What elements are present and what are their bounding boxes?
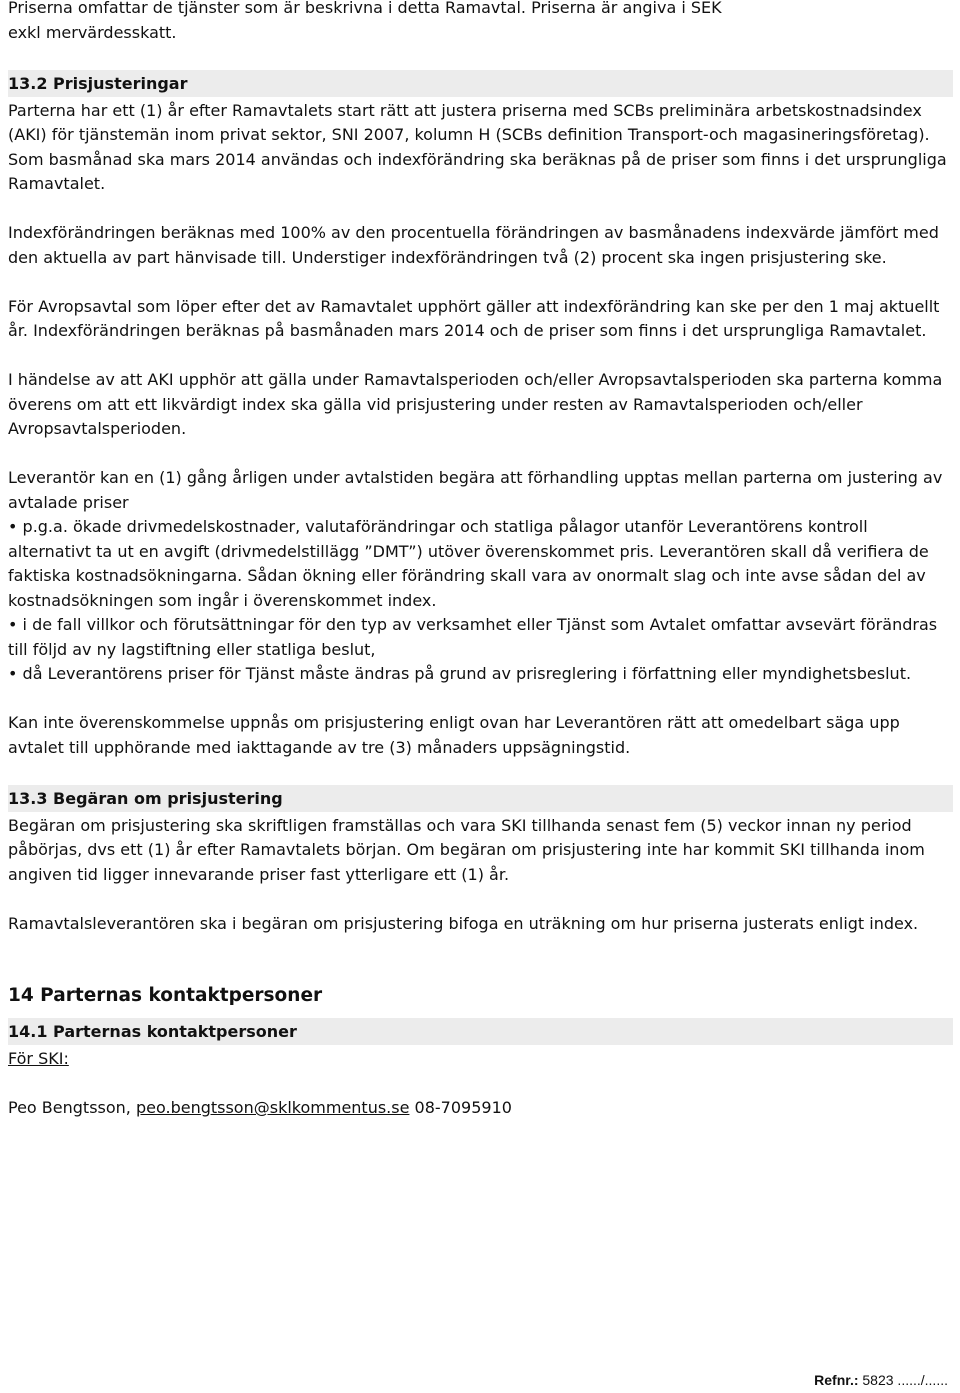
contact-email-link[interactable]: peo.bengtsson@sklkommentus.se bbox=[135, 1098, 410, 1117]
intro-line-1: Priserna omfattar de tjänster som är beskrivna i detta Ramavtal. Priserna är angiva i SEK bbox=[8, 0, 722, 17]
section-heading-14: 14 Parternas kontaktpersoner bbox=[8, 985, 323, 1006]
intro-line-2: exkl mervärdesskatt. bbox=[8, 22, 177, 42]
bullet-item: • p.g.a. ökade drivmedelskostnader, valutaförändringar och statliga pålagor utanför Leverantörens kontroll alternativt ta ut en avgift (drivmedelstillägg ”DMT”) utöver överenskommet pris. Leverantören skall då verifiera de faktiska kostnadsökningarna. Sådan ökning eller förändring skall vara av onormalt slag och inte avse sådan del av kostnadsökningen som ingår i överenskommet index. bbox=[8, 515, 953, 613]
paragraph: Parterna har ett (1) år efter Ramavtalets start rätt att justera priserna med SCBs preliminära arbetskostnadsindex (AKI) för tjänstemän inom privat sektor, SNI 2007, kolumn H (SCBs definition Transport-och magasineringsföretag). Som basmånad ska mars 2014 användas och indexförändring ska beräknas på de priser som finns i det ursprungliga Ramavtalet. bbox=[8, 100, 947, 193]
contact-phone: 08-7095910 bbox=[414, 1098, 512, 1117]
paragraph: I händelse av att AKI upphör att gälla under Ramavtalsperioden och/eller Avropsavtalsperioden ska parterna komma överens om att ett likvärdigt index ska gälla vid prisjustering under resten av Ramavtalsperioden och/eller Avropsavtalsperioden. bbox=[8, 370, 943, 438]
for-ski-label: För SKI: bbox=[8, 1049, 69, 1068]
contact-line bbox=[8, 1096, 953, 1121]
paragraph: Ramavtalsleverantören ska i begäran om prisjustering bifoga en uträkning om hur priserna justerats enligt index. bbox=[8, 913, 919, 933]
ref-value: 5823 ....../...... bbox=[862, 1372, 948, 1388]
paragraph: Indexförändringen beräknas med 100% av den procentuella förändringen av basmånadens indexvärde jämfört med den aktuella av part hänvisade till. Understiger indexförändringen två (2) procent ska ingen prisjustering ske. bbox=[8, 223, 939, 267]
contact-name: Peo Bengtsson, bbox=[8, 1098, 131, 1117]
section-heading-13-2: 13.2 Prisjusteringar bbox=[8, 70, 953, 97]
reference-number bbox=[814, 1368, 948, 1393]
bullet-item: • då Leverantörens priser för Tjänst måste ändras på grund av prisreglering i författning eller myndighetsbeslut. bbox=[8, 662, 953, 687]
ref-label: Refnr.: bbox=[814, 1372, 859, 1388]
paragraph: Leverantör kan en (1) gång årligen under avtalstiden begära att förhandling upptas mellan parterna om justering av avtalade priser bbox=[8, 468, 943, 512]
paragraph: Begäran om prisjustering ska skriftligen framställas och vara SKI tillhanda senast fem (5) veckor innan ny period påbörjas, dvs ett (1) år efter Ramavtalets början. Om begäran om prisjustering inte har kommit SKI tillhanda inom angiven tid ligger innevarande priser fast ytterligare ett (1) år. bbox=[8, 815, 925, 884]
document-page bbox=[8, 0, 953, 1121]
paragraph: Kan inte överenskommelse uppnås om prisjustering enligt ovan har Leverantören rätt att omedelbart säga upp avtalet till upphörande med iakttagande av tre (3) månaders uppsägningstid. bbox=[8, 713, 900, 757]
section-heading-14-1: 14.1 Parternas kontaktpersoner bbox=[8, 1018, 953, 1045]
section-heading-13-3: 13.3 Begäran om prisjustering bbox=[8, 785, 953, 812]
bullet-item: • i de fall villkor och förutsättningar för den typ av verksamhet eller Tjänst som Avtalet omfattar avsevärt förändras till följd av ny lagstiftning eller statliga beslut, bbox=[8, 613, 953, 662]
paragraph: För Avropsavtal som löper efter det av Ramavtalet upphört gäller att indexförändring kan ske per den 1 maj aktuellt år. Indexförändringen beräknas på basmånaden mars 2014 och de priser som finns i det ursprungliga Ramavtalet. bbox=[8, 296, 940, 340]
